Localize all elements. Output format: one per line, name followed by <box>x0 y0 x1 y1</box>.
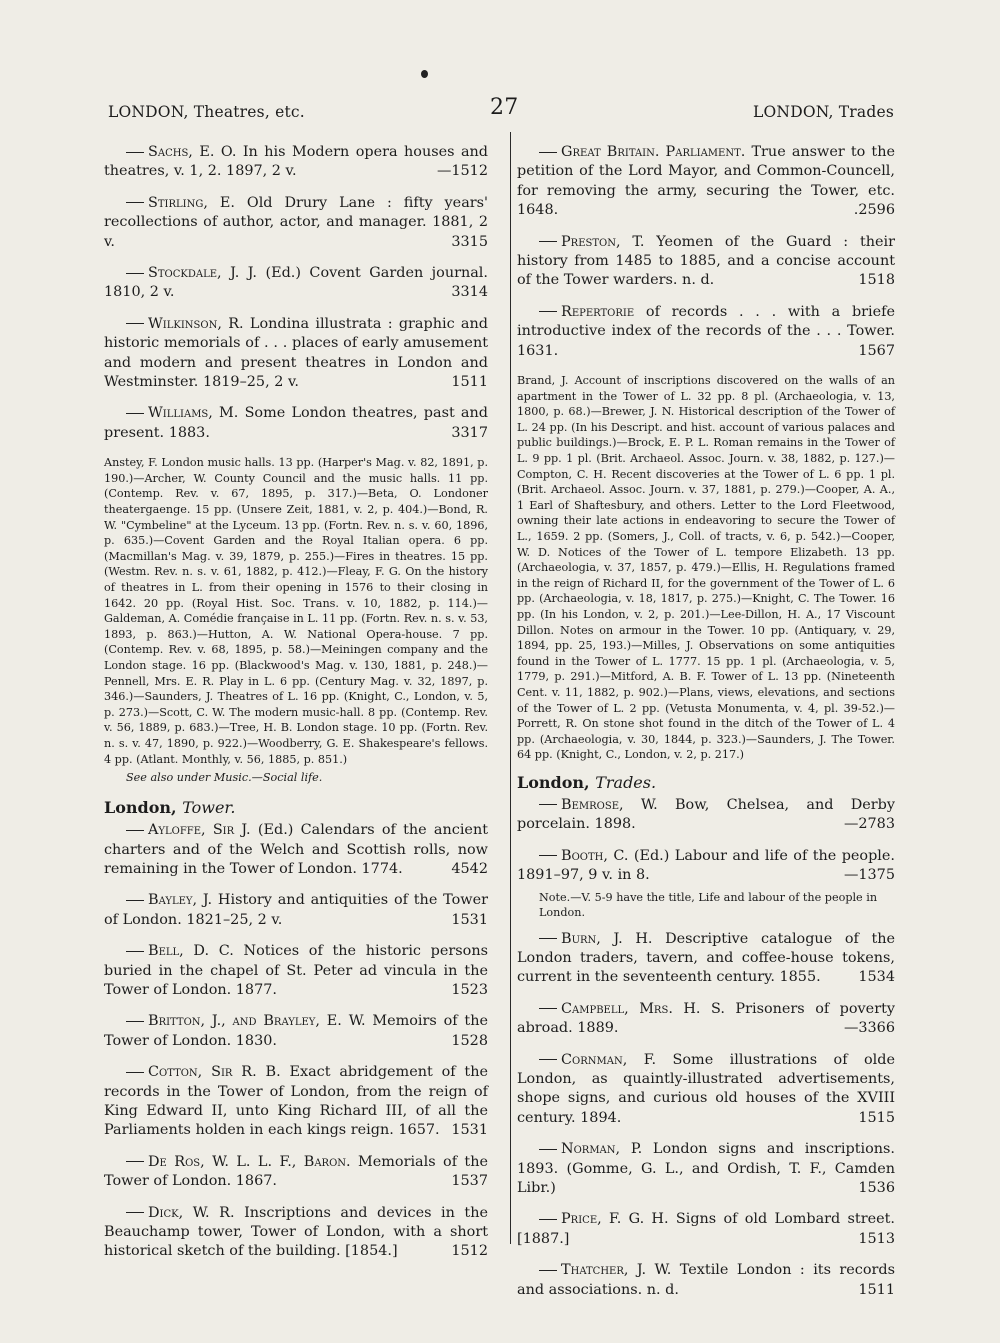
entry-shelf-number: 1511 <box>451 374 488 391</box>
entry-title: (Ed.) Calendars of the ancient charters and of the Welch and Scottish rolls, now remaining in the Tower of London. 1774. <box>104 822 488 877</box>
entry-title: In his Modern opera houses and theatres, v. 1, 2. 1897, 2 v. <box>104 144 489 180</box>
entry-title: Some London theatres, past and present. 1883. <box>104 405 488 441</box>
section-heading-trades <box>517 773 895 792</box>
catalog-entry <box>104 264 488 303</box>
catalog-entry <box>104 942 488 1000</box>
entry-title: History and antiquities of the Tower of London. 1821–25, 2 v. <box>104 892 488 928</box>
ditto-dash <box>539 855 557 856</box>
entry-author: Cornman, F. <box>561 1051 657 1068</box>
entry-shelf-number: 1518 <box>858 272 895 289</box>
running-header-left: LONDON, Theatres, etc. <box>108 103 305 121</box>
theatre-articles-paragraph: Anstey, F. London music halls. 13 pp. (Harper's Mag. v. 82, 1891, p. 190.)—Archer, W. County Council and the music halls. 11 pp. (Contemp. Rev. v. 67, 1895, p. 317.)—Beta, O. Londoner theatergaenge. 15 pp. (Unsere Zeit, 1881, v. 2, p. 404.)—Bond, R. W. "Cymbeline" at the Lyceum. 13 pp. (Fortn. Rev. n. s. v. 60, 1896, p. 635.)—Covent Garden and the Royal Italian opera. 6 pp. (Macmillan's Mag. v. 39, 1879, p. 255.)—Fires in theatres. 15 pp. (Westm. Rev. n. s. v. 61, 1882, p. 412.)—Fleay, F. G. On the history of theatres in L. from their opening in 1576 to their closing in 1642. 20 pp. (Royal Hist. Soc. Trans. v. 10, 1882, p. 114.)—Galdeman, A. Comédie française in L. 11 pp. (Fortn. Rev. n. s. v. 53, 1893, p. 863.)—Hutton, A. W. National Opera-house. 7 pp. (Contemp. Rev. v. 68, 1895, p. 58.)—Meiningen company and the London stage. 16 pp. (Blackwood's Mag. v. 130, 1881, p. 248.)—Pennell, Mrs. E. R. Play in L. 6 pp. (Century Mag. v. 32, 1897, p. 346.)—Saunders, J. Theatres of L. 16 pp. (Knight, C., London, v. 5, p. 273.)—Scott, C. W. The modern music-hall. 8 pp. (Contemp. Rev. v. 56, 1889, p. 683.)—Tree, H. B. London stage. 10 pp. (Fortn. Rev. n. s. v. 47, 1890, p. 922.)—Woodberry, G. E. Shakespeare's fellows. 4 pp. (Atlant. Monthly, v. 56, 1885, p. 851.) <box>104 456 488 766</box>
entry-shelf-number: 1537 <box>451 1173 488 1190</box>
catalog-entry <box>517 1051 895 1129</box>
entry-author: Booth, C. <box>561 847 629 864</box>
entry-title: Notices of the historic persons buried in the chapel of St. Peter ad vincula in the Tower of London. 1877. <box>104 943 488 998</box>
entry-shelf-number: 3315 <box>451 233 488 250</box>
ditto-dash <box>126 830 144 831</box>
page-number: 27 <box>490 95 519 120</box>
ditto-dash <box>539 1219 557 1220</box>
entry-title: Signs of old Lombard street. [1887.] <box>517 1211 895 1247</box>
entry-title: London signs and inscriptions. 1893. (Gomme, G. L., and Ordish, T. F., Camden Libr.) <box>517 1141 895 1196</box>
catalog-entry <box>104 1153 488 1192</box>
entry-author: Repertorie <box>561 303 635 320</box>
section-subtitle: Trades. <box>595 772 657 792</box>
entry-shelf-number: 1512 <box>451 1243 488 1260</box>
ditto-dash <box>126 1161 144 1162</box>
ditto-dash <box>539 938 557 939</box>
catalog-entry <box>517 930 895 988</box>
entry-title: Descriptive catalogue of the London traders, tavern, and coffee-house tokens, current in the seventeenth century. 1855. <box>517 930 896 986</box>
ditto-dash <box>539 311 557 312</box>
right-column <box>517 143 895 1312</box>
entry-title: Memoirs of the Tower of London. 1830. <box>104 1013 488 1049</box>
catalog-entry <box>517 847 895 886</box>
entry-author: Burn, J. H. <box>561 930 653 947</box>
entry-title: Londina illustrata : graphic and historic memorials of . . . places of early amusement and modern and present theatres in London and Westminster. 1819–25, 2 v. <box>104 315 488 391</box>
entry-shelf-number: 1513 <box>858 1230 895 1247</box>
entry-shelf-number: 3317 <box>451 424 488 441</box>
entry-shelf-number: 1536 <box>858 1180 895 1196</box>
entry-author: Stirling, E. <box>148 194 235 211</box>
entry-author: Great Britain. Parliament. <box>561 144 746 160</box>
ditto-dash <box>126 152 144 153</box>
catalog-entry <box>104 891 488 930</box>
entry-title: Old Drury Lane : fifty years' recollections of author, actor, and manager. 1881, 2 v. <box>104 194 488 250</box>
entry-author: Sachs, E. O. <box>148 144 237 160</box>
entry-author: Stockdale, J. J. <box>148 265 257 282</box>
ditto-dash <box>126 1021 144 1022</box>
entry-shelf-number: 3314 <box>451 284 488 301</box>
entry-shelf-number: —2783 <box>843 816 895 833</box>
entry-author: Wilkinson, R. <box>148 315 244 332</box>
entry-author: Campbell, Mrs. H. S. <box>561 1000 725 1017</box>
entry-title: Prisoners of poverty abroad. 1889. <box>517 1000 895 1037</box>
ditto-dash <box>126 1072 144 1073</box>
ditto-dash <box>126 202 144 203</box>
entry-title: Exact abridgement of the records in the Tower of London, from the reign of King Edward II, unto King Richard III, of all the Parliaments holden in each kings reign. 1657. <box>104 1064 488 1139</box>
catalog-entry <box>104 1204 488 1262</box>
ditto-dash <box>539 1149 557 1150</box>
section-title: London, <box>517 772 590 792</box>
entry-title: Memorials of the Tower of London. 1867. <box>104 1153 489 1190</box>
entry-title: Inscriptions and devices in the Beauchamp tower, Tower of London, with a short historical sketch of the building. [1854.] <box>104 1204 488 1260</box>
running-header-right: LONDON, Trades <box>753 103 894 121</box>
entry-note: Note.—V. 5-9 have the title, Life and labour of the people in London. <box>539 890 878 919</box>
section-title: London, <box>104 798 177 818</box>
ditto-dash <box>126 273 144 274</box>
entry-shelf-number: 4542 <box>451 860 488 877</box>
entry-shelf-number: 1567 <box>858 342 895 359</box>
catalog-entry <box>517 1140 895 1198</box>
entry-author: Bayley, J. <box>148 892 213 909</box>
tower-articles-paragraph: Brand, J. Account of inscriptions discovered on the walls of an apartment in the Tower of L. 32 pp. 8 pl. (Archaeologia, v. 13, 1800, p. 68.)—Brewer, J. N. Historical description of the Tower of L. 24 pp. (In his Descript. and hist. account of various palaces and public buildings.)—Brock, E. P. L. Roman remains in the Tower of L. 9 pp. 1 pl. (Brit. Archaeol. Assoc. Journ. v. 38, 1882, p. 127.)—Compton, C. H. Recent discoveries at the Tower of L. 6 pp. 1 pl. (Brit. Archaeol. Assoc. Journ. v. 37, 1881, p. 279.)—Cooper, A. A., 1 Earl of Shaftesbury, and others. Letter to the Lord Fleetwood, owning their late actions in endeavoring to secure the Tower of L., 1659. 2 pp. (Somers, J., Coll. of tracts, v. 6, p. 542.)—Cooper, W. D. Notices of the Tower of L. tempore Elizabeth. 13 pp. (Archaeologia, v. 37, 1857, p. 479.)—Ellis, H. Regulations framed in the reign of Richard II, for the government of the Tower of L. 6 pp. (Archaeologia, v. 18, 1817, p. 275.)—Knight, C. The Tower. 16 pp. (In his London, v. 2, p. 201.)—Lee-Dillon, H. A., 17 Viscount Dillon. Notes on armour in the Tower. 10 pp. (Antiquary, v. 29, 1894, pp. 25, 193.)—Milles, J. Observations on some antiquities found in the Tower of L. 1777. 15 pp. 1 pl. (Archaeologia, v. 5, 1779, p. 291.)—Mitford, A. B. F. Tower of L. 13 pp. (Nineteenth Cent. v. 11, 1882, p. 902.)—Plans, views, elevations, and sections of the Tower of L. 2 pp. (Vetusta Monumenta, v. 4, pl. 39-52.)—Porrett, R. On stone shot found in the ditch of the Tower of L. 4 pp. (Archaeologia, v. 30, 1844, p. 323.)—Saunders, J. The Tower. 64 pp. (Knight, C., London, v. 2, p. 217.) <box>517 374 895 762</box>
entry-shelf-number: 1534 <box>858 969 895 986</box>
see-also-note: See also under Music.—Social life. <box>126 771 323 785</box>
ditto-dash <box>539 1270 557 1271</box>
entry-shelf-number: 1511 <box>858 1281 895 1298</box>
catalog-entry <box>104 1012 488 1051</box>
entry-title: of records . . . with a briefe introductive index of the records of the . . . Tower. 1631. <box>517 303 895 359</box>
ditto-dash <box>539 1059 557 1060</box>
entry-title: Yeomen of the Guard : their history from 1485 to 1885, and a concise account of the Tower warders. n. d. <box>517 233 895 289</box>
catalog-entry <box>104 821 488 879</box>
entry-shelf-number: —3366 <box>843 1020 895 1037</box>
catalog-entry <box>104 315 488 393</box>
entry-author: Norman, P. <box>561 1141 643 1158</box>
ditto-dash <box>539 241 557 242</box>
catalog-entry <box>517 233 895 291</box>
catalog-entry <box>517 796 895 835</box>
ditto-dash <box>126 323 144 324</box>
entry-title: True answer to the petition of the Lord Mayor, and Common-Councell, for removing the army, securing the Tower, etc. 1648. <box>517 144 895 219</box>
ditto-dash <box>126 1212 144 1213</box>
entry-title: Bow, Chelsea, and Derby porcelain. 1898. <box>517 796 895 833</box>
entry-author: Bell, D. C. <box>148 943 234 960</box>
entry-shelf-number: 1531 <box>451 911 488 928</box>
entry-title: Textile London : its records and associations. n. d. <box>517 1262 895 1298</box>
entry-shelf-number: —1512 <box>436 163 488 180</box>
entry-author: Ayloffe, Sir J. <box>148 822 251 839</box>
catalog-entry <box>104 404 488 443</box>
entry-author: Dick, W. R. <box>148 1204 235 1221</box>
entry-author: Thatcher, J. W. <box>561 1262 672 1279</box>
entry-shelf-number: 1528 <box>451 1032 488 1049</box>
entry-title: Some illustrations of olde London, as quaintly-illustrated advertisements, shope signs, and curious old houses of the XVIII century. 1894. <box>517 1051 895 1126</box>
entry-shelf-number: —1375 <box>843 867 895 884</box>
section-subtitle: Tower. <box>182 798 236 818</box>
entry-author: Cotton, Sir R. B. <box>148 1064 281 1081</box>
entry-shelf-number: .2596 <box>853 202 895 219</box>
catalog-entry <box>517 1000 895 1039</box>
entry-title: (Ed.) Labour and life of the people. 1891–97, 9 v. in 8. <box>517 847 895 884</box>
section-heading-tower <box>104 798 488 817</box>
left-column <box>104 143 488 1274</box>
catalog-entry <box>104 194 488 252</box>
entry-author: Bemrose, W. <box>561 796 658 813</box>
column-divider <box>510 132 511 1244</box>
entry-shelf-number: 1531 <box>451 1122 488 1139</box>
entry-title: (Ed.) Covent Garden journal. 1810, 2 v. <box>104 265 488 301</box>
ditto-dash <box>126 413 144 414</box>
catalog-entry <box>517 1261 895 1300</box>
entry-shelf-number: 1523 <box>451 982 488 998</box>
entry-author: Williams, M. <box>148 405 239 422</box>
ditto-dash <box>539 804 557 805</box>
entry-author: De Ros, W. L. L. F., Baron. <box>148 1153 351 1170</box>
catalog-entry <box>104 1063 488 1141</box>
catalog-entry <box>517 1210 895 1249</box>
ditto-dash <box>126 900 144 901</box>
ditto-dash <box>539 152 557 153</box>
catalog-entry <box>517 143 895 221</box>
entry-author: Preston, T. <box>561 233 645 250</box>
printer-mark <box>421 70 428 78</box>
ditto-dash <box>539 1008 557 1009</box>
ditto-dash <box>126 951 144 952</box>
entry-author: Britton, J., and Brayley, E. W. <box>148 1013 366 1030</box>
catalog-entry <box>104 143 488 182</box>
catalog-entry <box>517 303 895 361</box>
entry-author: Price, F. G. H. <box>561 1211 669 1228</box>
entry-shelf-number: 1515 <box>858 1109 895 1126</box>
